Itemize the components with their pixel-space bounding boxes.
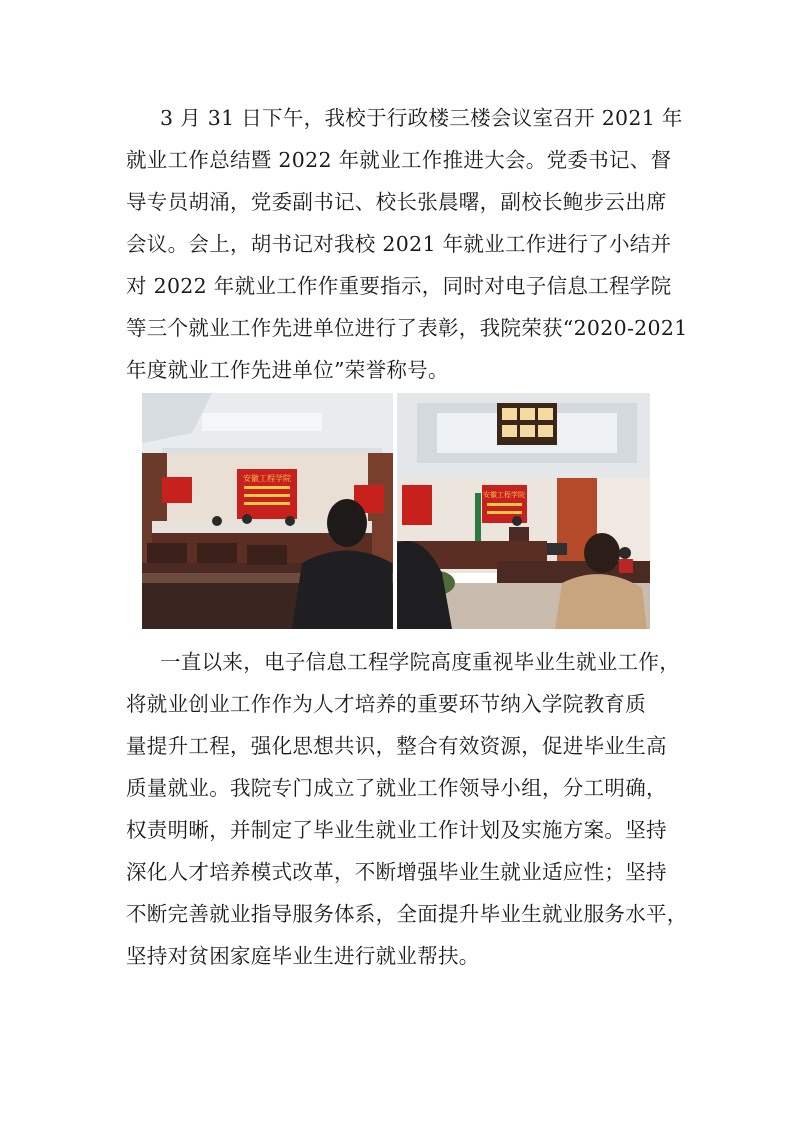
text-line: 一直以来，电子信息工程学院高度重视毕业生就业工作， (160, 650, 680, 674)
text-line: 权责明晰，并制定了毕业生就业工作计划及实施方案。坚持 (126, 818, 667, 842)
text-line: 3 月 31 日下午，我校于行政楼三楼会议室召开 2021 年 (160, 106, 683, 130)
meeting-photo-right (397, 393, 650, 629)
text-line: 深化人才培养模式改革，不断增强毕业生就业适应性；坚持 (126, 860, 667, 884)
text-line: 对 2022 年就业工作作重要指示，同时对电子信息工程学院 (126, 274, 672, 298)
text-line: 不断完善就业指导服务体系，全面提升毕业生就业服务水平， (126, 902, 688, 926)
banner-text: 安徽工程学院 (243, 474, 291, 483)
text-line: 就业工作总结暨 2022 年就业工作推进大会。党委书记、督 (126, 148, 672, 172)
text-line: 将就业创业工作作为人才培养的重要环节纳入学院教育质 (126, 692, 646, 716)
banner-text: 安徽工程学院 (483, 491, 525, 499)
text-line: 质量就业。我院专门成立了就业工作领导小组，分工明确， (126, 776, 667, 800)
meeting-photo-left (142, 393, 393, 629)
text-line: 会议。会上，胡书记对我校 2021 年就业工作进行了小结并 (126, 232, 672, 256)
text-line: 导专员胡涌，党委副书记、校长张晨曙，副校长鲍步云出席 (126, 190, 667, 214)
text-line: 坚持对贫困家庭毕业生进行就业帮扶。 (126, 944, 480, 968)
text-line: 年度就业工作先进单位”荣誉称号。 (126, 358, 449, 382)
text-line: 等三个就业工作先进单位进行了表彰，我院荣获“2020-2021 (126, 316, 688, 340)
text-line: 量提升工程，强化思想共识，整合有效资源，促进毕业生高 (126, 734, 667, 758)
